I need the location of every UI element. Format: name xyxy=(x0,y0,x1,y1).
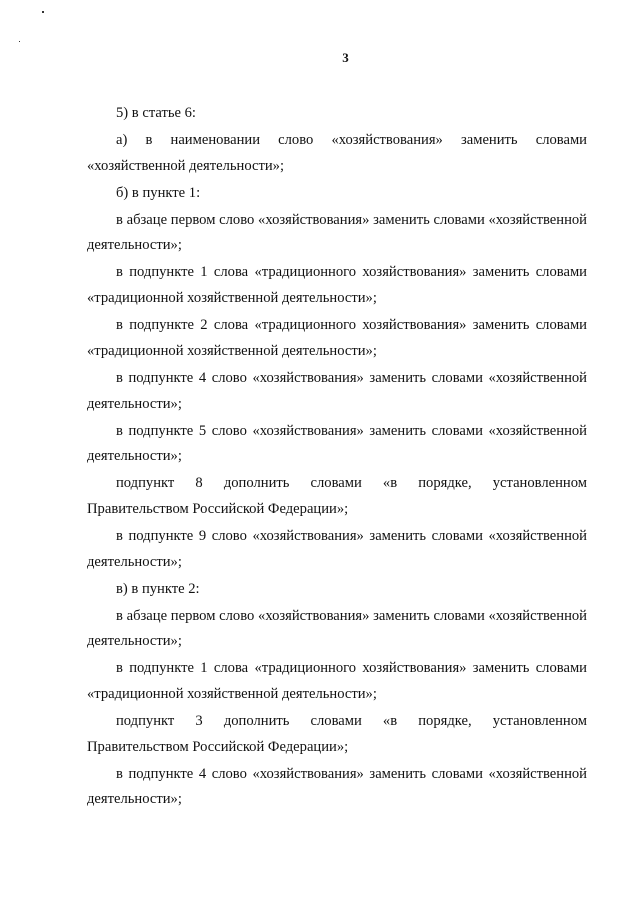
paragraph: в подпункте 4 слово «хозяйствования» заменить словами «хозяйственной деятельности»; xyxy=(87,765,587,808)
paragraph: 5) в статье 6: xyxy=(116,105,196,121)
paragraph: в подпункте 2 слова «традиционного хозяйствования» заменить словами «традиционной хозяйственной деятельности»; xyxy=(87,317,587,359)
paragraph: в подпункте 1 слова «традиционного хозяйствования» заменить словами «традиционной хозяйственной деятельности»; xyxy=(87,660,587,703)
paragraph: в) в пункте 2: xyxy=(116,580,200,597)
paragraph: б) в пункте 1: xyxy=(116,184,201,201)
paragraph: в подпункте 5 слово «хозяйствования» заменить словами «хозяйственной деятельности»; xyxy=(87,422,587,465)
paragraph: в подпункте 1 слова «традиционного хозяйствования» заменить словами «традиционной хозяйственной деятельности»; xyxy=(87,264,587,307)
paragraph: подпункт 8 дополнить словами «в порядке, установленном Правительством Российской Федерации»; xyxy=(87,475,587,517)
paragraph: подпункт 3 дополнить словами «в порядке, установленном Правительством Российской Федерации»; xyxy=(87,713,587,755)
scan-speck xyxy=(42,11,44,13)
paragraph: а) в наименовании слово «хозяйствования» заменить словами «хозяйственной деятельности»; xyxy=(87,132,587,174)
paragraph: в подпункте 4 слово «хозяйствования» заменить словами «хозяйственной деятельности»; xyxy=(87,369,587,412)
scan-speck xyxy=(19,41,20,42)
page-number: 3 xyxy=(342,50,349,65)
paragraph: в подпункте 9 слово «хозяйствования» заменить словами «хозяйственной деятельности»; xyxy=(87,527,587,570)
paragraph: в абзаце первом слово «хозяйствования» заменить словами «хозяйственной деятельности»; xyxy=(87,211,587,254)
paragraph: в абзаце первом слово «хозяйствования» заменить словами «хозяйственной деятельности»; xyxy=(87,607,587,650)
document-body xyxy=(87,101,587,814)
